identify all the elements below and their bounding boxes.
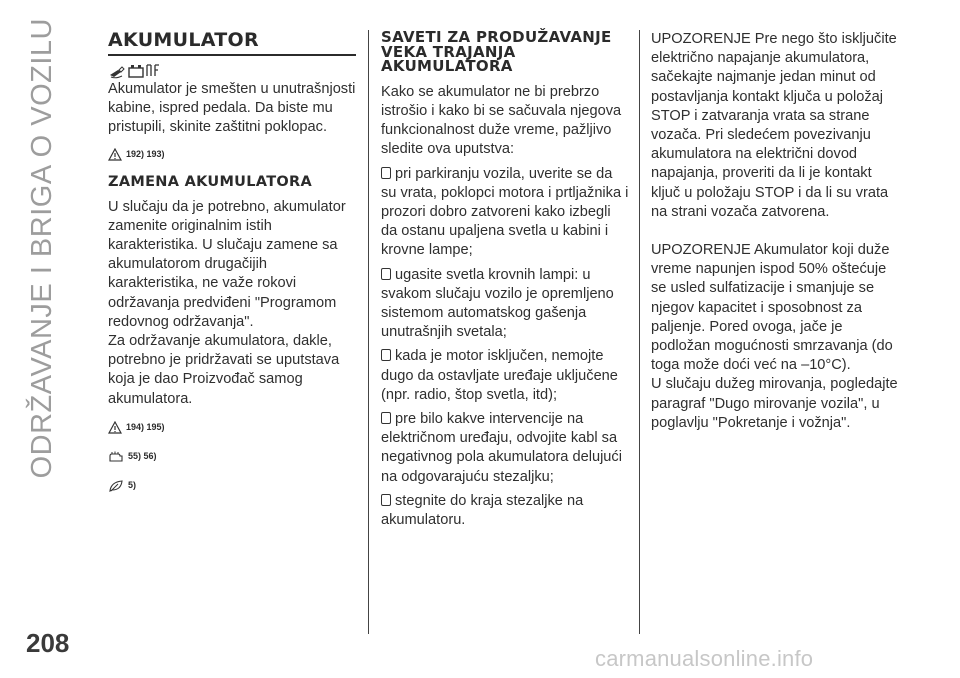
reference-numbers: 5) (128, 480, 137, 491)
watermark: carmanualsonline.info (595, 646, 814, 671)
bullet-box-icon (381, 494, 391, 506)
list-item-text: ugasite svetla krovnih lampi: u svakom slučaju vozilo je opremljeno sistemom automatskog gašenja unutrašnjih svetala; (381, 266, 614, 341)
section-title-akumulator: AKUMULATOR (108, 29, 259, 51)
column-1 (108, 30, 358, 492)
list-item (381, 347, 629, 405)
battery-service-icons (108, 62, 358, 80)
chapter-title: ODRŽAVANJE I BRIGA O VOZILU (25, 18, 58, 479)
bullet-box-icon (381, 268, 391, 280)
warning-paragraph: UPOZORENJE Akumulator koji duže vreme napunjen ispod 50% oštećuje se usled sulfatizacije i smanjuje se njegov kapacitet i sposobnost za paljenje. Pored ovoga, jače je podložan mogućnosti smrzavanja (do toga može doći već na –10°C). (651, 242, 893, 374)
subsection-title-saveti: SAVETI ZA PRODUŽAVANJE VEKA TRAJANJA AKUMULATORA (381, 28, 612, 76)
warning-reference (108, 148, 358, 161)
caution-reference (108, 450, 358, 463)
column-3 (651, 30, 901, 433)
reference-numbers: 192) 193) (126, 149, 165, 160)
warning-paragraph: UPOZORENJE Pre nego što isključite električno napajanje akumulatora, sačekajte najmanje jedan minut od postavljanja kontakt ključa u položaj STOP i zatvaranja vrata sa strane vozača. Pri sledećem povezivanju akumulatora na električni dovod napajanja, proveriti da li je kontakt ključ u položaju STOP i da li su vrata na strani vozača zatvorena. (651, 31, 897, 220)
bullet-box-icon (381, 349, 391, 361)
bullet-box-icon (381, 412, 391, 424)
title-underline (108, 54, 356, 56)
column-divider (639, 30, 640, 634)
reference-numbers: 55) 56) (128, 451, 157, 462)
bullet-box-icon (381, 167, 391, 179)
replacement-paragraph: U slučaju da je potrebno, akumulator zamenite originalnim istih karakteristika. U slučaju zamene sa akumulatorom drugačijih karakteristika, ne važe rokovi održavanja predviđeni "Programom redovnog održavanja". (108, 198, 346, 330)
reference-numbers: 194) 195) (126, 422, 165, 433)
maintenance-paragraph: Za održavanje akumulatora, dakle, potrebno je pridržavati se uputstava koja je dao Proizvođač samog akumulatora. (108, 333, 340, 407)
list-item (381, 492, 629, 530)
list-item-text: pre bilo kakve intervencije na električnom uređaju, odvojite kabl sa negativnog pola akumulatora delujući na odgovarajuću stezaljku; (381, 411, 622, 485)
warning-triangle-icon (108, 148, 122, 161)
hand-caution-icon (108, 450, 124, 463)
page-number: 208 (26, 628, 70, 658)
intro-paragraph: Akumulator je smešten u unutrašnjosti kabine, ispred pedala. Da biste mu pristupili, skinite zaštitni poklopac. (108, 81, 356, 136)
tips-intro-paragraph: Kako se akumulator ne bi prebrzo istrošio i kako bi se sačuvala njegova funkcionalnost duže vreme, pažljivo sledite ova uputstva: (381, 83, 622, 158)
list-item (381, 266, 629, 343)
warning-triangle-icon (108, 421, 122, 434)
environment-reference (108, 479, 358, 492)
chapter-side-tab (14, 18, 70, 638)
warning-reference (108, 421, 358, 434)
column-2 (381, 30, 629, 530)
list-item (381, 165, 629, 261)
list-item-text: pri parkiranju vozila, uverite se da su vrata, poklopci motora i prtljažnika i prozori dobro zatvoreni kako izbegli da ostanu upaljena svetla u kabini i krovne lampe; (381, 165, 629, 259)
column-divider (368, 30, 369, 634)
subsection-title-zamena: ZAMENA AKUMULATORA (108, 173, 312, 190)
battery-maintenance-icon (108, 62, 160, 80)
reference-paragraph: U slučaju dužeg mirovanja, pogledajte paragraf "Dugo mirovanje vozila", u poglavlju "Pokretanje i vožnja". (651, 376, 898, 431)
list-item-text: stegnite do kraja stezaljke na akumulatoru. (381, 492, 584, 529)
environment-leaf-icon (108, 479, 124, 492)
list-item-text: kada je motor isključen, nemojte dugo da ostavljate uređaje uključene (npr. radio, štop svetla, itd); (381, 348, 618, 403)
list-item (381, 410, 629, 487)
